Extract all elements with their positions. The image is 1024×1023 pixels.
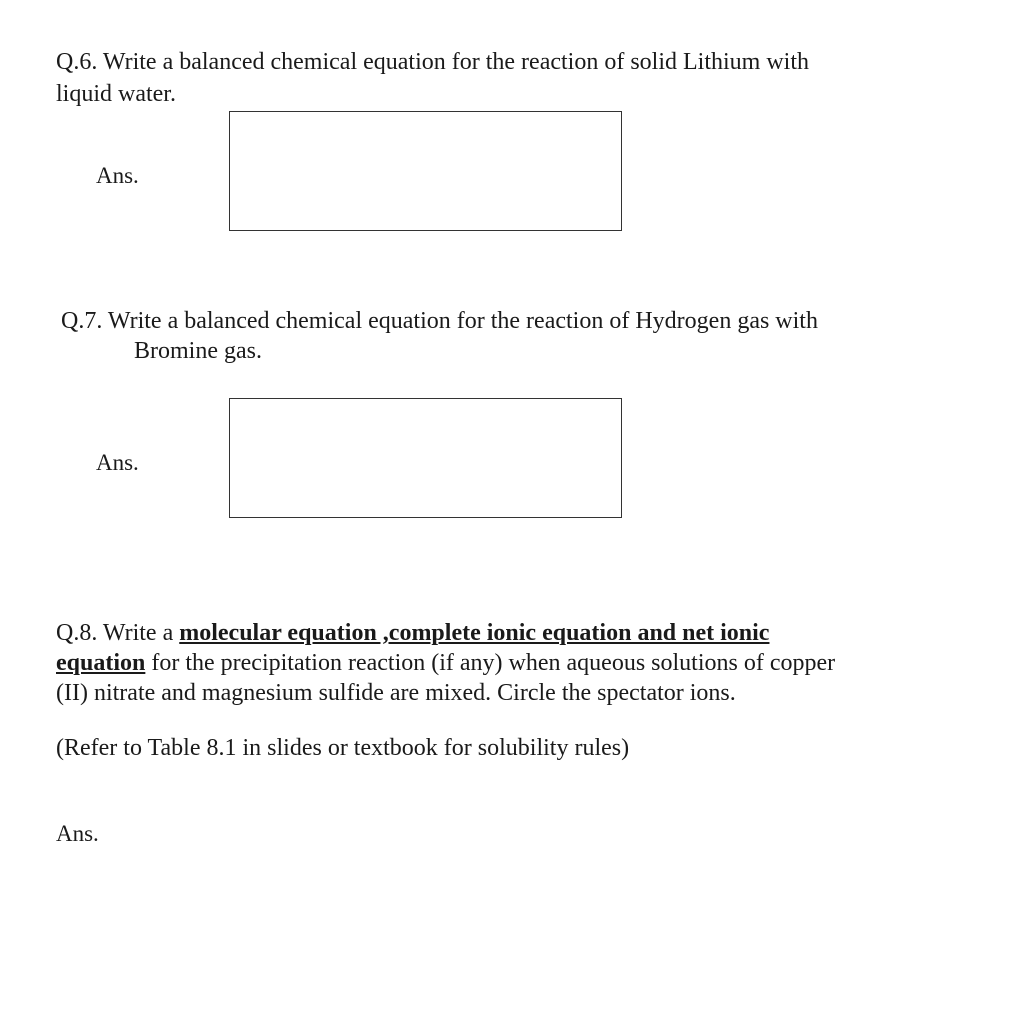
q7-text-line2: Bromine gas. [134, 338, 262, 364]
q8-text-line3: (II) nitrate and magnesium sulfide are mixed. Circle the spectator ions. [56, 680, 736, 706]
q7-ans-label: Ans. [96, 450, 139, 475]
q8-text-line2 [56, 648, 835, 678]
q6-answer-box[interactable] [229, 111, 622, 231]
q6-text-line1: Q.6. Write a balanced chemical equation for the reaction of solid Lithium with [56, 49, 810, 75]
q6-text-line2: liquid water. [56, 81, 176, 107]
q8-note: (Refer to Table 8.1 in slides or textbook for solubility rules) [56, 735, 630, 761]
q7-answer-box[interactable] [229, 398, 622, 518]
q6-ans-label: Ans. [96, 163, 139, 188]
q8-line1-emphasis: molecular equation ,complete ionic equation and net ionic [179, 620, 770, 646]
q8-ans-label: Ans. [56, 821, 99, 846]
q8-line1-prefix: Q.8. Write a [56, 620, 180, 646]
q8-line2-emphasis: equation [56, 650, 146, 676]
q8-line2-rest: for the precipitation reaction (if any) when aqueous solutions of copper [145, 650, 836, 676]
q7-text-line1: Q.7. Write a balanced chemical equation for the reaction of Hydrogen gas with [61, 308, 818, 334]
q8-text-line1 [56, 618, 769, 648]
